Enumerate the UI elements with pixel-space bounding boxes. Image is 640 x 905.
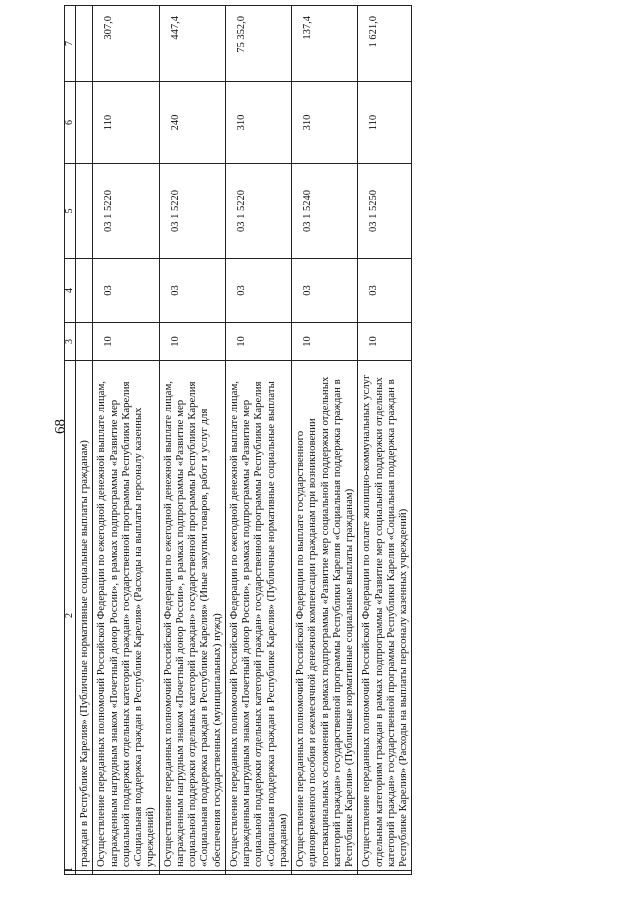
cell-description: граждан в Республике Карелия» (Публичные нормативные социальные выплаты гражданам) — [76, 361, 93, 871]
header-col-1: 1 — [65, 871, 76, 875]
budget-table — [64, 5, 412, 875]
cell-target-article — [76, 164, 93, 259]
cell-amount: 1 621,0 — [358, 6, 412, 82]
header-col-2: 2 — [65, 361, 76, 871]
header-col-6: 6 — [65, 82, 76, 164]
page-number: 68 — [52, 419, 69, 434]
cell-description: Осуществление переданных полномочий Российской Федерации по ежегодной денежной выплате лицам, награжденным нагрудным знаком «Почетный донор России», в рамках подпрограммы «Развитие мер социальной поддержки отдельных категорий граждан» государственной программы Республики Карелия «Социальная поддержка граждан в Республике Карелия» (Расходы на выплаты персоналу казенных учреждений) — [93, 361, 159, 871]
cell-subsection: 03 — [93, 259, 159, 323]
cell-amount: 307,0 — [93, 6, 159, 82]
header-row — [65, 6, 76, 875]
cell-expense-type — [76, 82, 93, 164]
cell-section: 10 — [292, 323, 358, 361]
cell-col-1 — [159, 871, 225, 875]
cell-col-1 — [93, 871, 159, 875]
cell-description: Осуществление переданных полномочий Российской Федерации по ежегодной денежной выплате лицам, награжденным нагрудным знаком «Почетный донор России», в рамках подпрограммы «Развитие мер социальной поддержки отдельных категорий граждан» государственной программы Республики Карелия «Социальная поддержка граждан в Республике Карелия» (Иные закупки товаров, работ и услуг для обеспечения государственных (муниципальных) нужд) — [159, 361, 225, 871]
cell-col-1 — [76, 871, 93, 875]
cell-section: 10 — [159, 323, 225, 361]
cell-col-1 — [225, 871, 291, 875]
cell-subsection: 03 — [292, 259, 358, 323]
cell-section — [76, 323, 93, 361]
header-col-3: 3 — [65, 323, 76, 361]
cell-section: 10 — [93, 323, 159, 361]
cell-amount: 75 352,0 — [225, 6, 291, 82]
cell-expense-type: 310 — [225, 82, 291, 164]
cell-expense-type: 310 — [292, 82, 358, 164]
cell-amount: 137,4 — [292, 6, 358, 82]
cell-subsection — [76, 259, 93, 323]
cell-target-article: 03 1 5250 — [358, 164, 412, 259]
cell-expense-type: 110 — [358, 82, 412, 164]
cell-section: 10 — [358, 323, 412, 361]
cell-description: Осуществление переданных полномочий Российской Федерации по выплате государственного единовременного пособия и ежемесячной денежной компенсации гражданам при возникновении поствакцинальных осложнений в рамках подпрограммы «Развитие мер социальной поддержки отдельных категорий граждан» государственной программы Республики Карелия «Социальная поддержка граждан в Республике Карелия» (Публичные нормативные социальные выплаты гражданам) — [292, 361, 358, 871]
cell-amount: 447,4 — [159, 6, 225, 82]
header-col-7: 7 — [65, 6, 76, 82]
table-row — [225, 6, 291, 875]
table-row — [292, 6, 358, 875]
table-row — [76, 6, 93, 875]
cell-target-article: 03 1 5240 — [292, 164, 358, 259]
table-row — [358, 6, 412, 875]
cell-description: Осуществление переданных полномочий Российской Федерации по оплате жилищно-коммунальных услуг отдельным категориям граждан в рамках подпрограммы «Развитие мер социальной поддержки отдельных категорий граждан» государственной программы Республики Карелия «Социальная поддержка граждан в Республике Карелия» (Расходы на выплаты персоналу казенных учреждений) — [358, 361, 412, 871]
cell-col-1 — [358, 871, 412, 875]
cell-description: Осуществление переданных полномочий Российской Федерации по ежегодной денежной выплате лицам, награжденным нагрудным знаком «Почетный донор России», в рамках подпрограммы «Развитие мер социальной поддержки отдельных категорий граждан» государственной программы Республики Карелия «Социальная поддержка граждан в Республике Карелия» (Публичные нормативные социальные выплаты гражданам) — [225, 361, 291, 871]
cell-target-article: 03 1 5220 — [93, 164, 159, 259]
cell-col-1 — [292, 871, 358, 875]
cell-expense-type: 240 — [159, 82, 225, 164]
table-row — [159, 6, 225, 875]
header-col-5: 5 — [65, 164, 76, 259]
cell-section: 10 — [225, 323, 291, 361]
cell-subsection: 03 — [358, 259, 412, 323]
cell-target-article: 03 1 5220 — [159, 164, 225, 259]
table-row — [93, 6, 159, 875]
cell-amount — [76, 6, 93, 82]
cell-subsection: 03 — [225, 259, 291, 323]
cell-target-article: 03 1 5220 — [225, 164, 291, 259]
cell-subsection: 03 — [159, 259, 225, 323]
cell-expense-type: 110 — [93, 82, 159, 164]
budget-table-rotated — [64, 6, 606, 875]
header-col-4: 4 — [65, 259, 76, 323]
